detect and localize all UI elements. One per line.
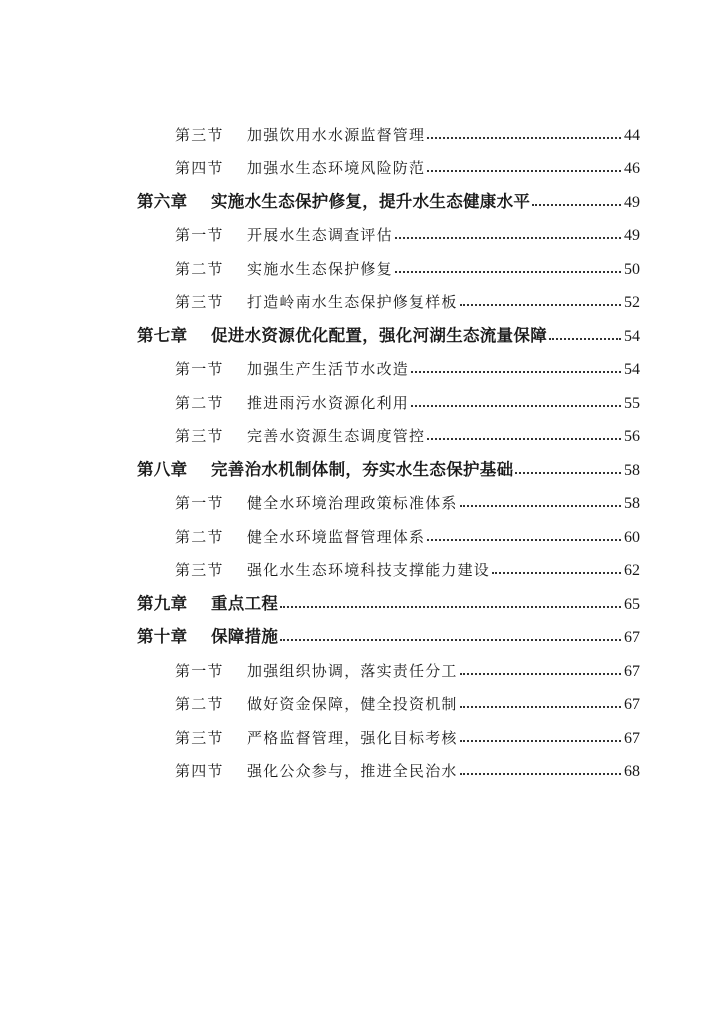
toc-page-number: 49 bbox=[624, 227, 640, 244]
toc-title: 强化公众参与，推进全民治水 bbox=[247, 762, 458, 780]
toc-entry[interactable] bbox=[175, 688, 640, 714]
dot-leader bbox=[411, 371, 621, 373]
toc-title: 开展水生态调查评估 bbox=[247, 226, 393, 244]
toc-entry[interactable] bbox=[175, 152, 640, 178]
toc-title: 健全水环境监督管理体系 bbox=[247, 528, 426, 546]
toc-page-number: 67 bbox=[624, 663, 640, 680]
toc-title: 完善水资源生态调度管控 bbox=[247, 427, 426, 445]
toc-entry[interactable] bbox=[175, 655, 640, 681]
toc-page-number: 62 bbox=[624, 562, 640, 579]
toc-title: 严格监督管理，强化目标考核 bbox=[247, 729, 458, 747]
toc-number: 第三节 bbox=[175, 126, 224, 144]
toc-title: 实施水生态保护修复 bbox=[247, 260, 393, 278]
toc-page-number: 54 bbox=[624, 328, 640, 345]
toc-entry[interactable] bbox=[175, 487, 640, 513]
toc-number: 第二节 bbox=[175, 394, 224, 412]
toc-page-number: 49 bbox=[624, 194, 640, 211]
toc-entry[interactable] bbox=[175, 420, 640, 446]
toc-entry[interactable] bbox=[175, 219, 640, 245]
toc-page-number: 58 bbox=[624, 462, 640, 479]
dot-leader bbox=[395, 237, 621, 239]
toc-number: 第三节 bbox=[175, 293, 224, 311]
toc-title: 强化水生态环境科技支撑能力建设 bbox=[247, 561, 491, 579]
dot-leader bbox=[280, 606, 621, 608]
toc-entry[interactable] bbox=[175, 521, 640, 547]
toc-title: 加强饮用水水源监督管理 bbox=[247, 126, 426, 144]
toc-page-number: 65 bbox=[624, 596, 640, 613]
toc-title: 重点工程 bbox=[211, 594, 279, 613]
toc-page-number: 68 bbox=[624, 763, 640, 780]
toc-entry[interactable] bbox=[175, 755, 640, 781]
dot-leader bbox=[427, 137, 621, 139]
toc-chapter-entry[interactable] bbox=[137, 320, 640, 346]
dot-leader bbox=[427, 170, 621, 172]
toc-number: 第四节 bbox=[175, 159, 224, 177]
toc-title: 做好资金保障，健全投资机制 bbox=[247, 695, 458, 713]
dot-leader bbox=[460, 740, 621, 742]
toc-entry[interactable] bbox=[175, 554, 640, 580]
toc-page-number: 46 bbox=[624, 160, 640, 177]
toc-entry[interactable] bbox=[175, 286, 640, 312]
toc-title: 打造岭南水生态保护修复样板 bbox=[247, 293, 458, 311]
toc-chapter-entry[interactable] bbox=[137, 621, 640, 647]
toc-title: 推进雨污水资源化利用 bbox=[247, 394, 410, 412]
toc-entry[interactable] bbox=[175, 119, 640, 145]
toc-title: 保障措施 bbox=[211, 627, 279, 646]
dot-leader bbox=[532, 204, 621, 206]
toc-chapter-entry[interactable] bbox=[137, 588, 640, 614]
toc-number: 第二节 bbox=[175, 528, 224, 546]
toc-page-number: 58 bbox=[624, 495, 640, 512]
toc-number: 第一节 bbox=[175, 494, 224, 512]
toc-page-number: 60 bbox=[624, 529, 640, 546]
toc-number: 第七章 bbox=[137, 326, 188, 345]
dot-leader bbox=[460, 304, 621, 306]
toc-entry[interactable] bbox=[175, 722, 640, 748]
dot-leader bbox=[492, 572, 621, 574]
toc-chapter-entry[interactable] bbox=[137, 186, 640, 212]
toc-page-number: 55 bbox=[624, 395, 640, 412]
toc-page-number: 50 bbox=[624, 261, 640, 278]
dot-leader bbox=[427, 539, 621, 541]
toc-page-number: 67 bbox=[624, 730, 640, 747]
toc-number: 第四节 bbox=[175, 762, 224, 780]
toc-number: 第十章 bbox=[137, 627, 188, 646]
dot-leader bbox=[427, 438, 621, 440]
toc-number: 第三节 bbox=[175, 561, 224, 579]
toc-title: 实施水生态保护修复，提升水生态健康水平 bbox=[211, 192, 531, 211]
toc-page-number: 44 bbox=[624, 127, 640, 144]
toc-number: 第九章 bbox=[137, 594, 188, 613]
toc-chapter-entry[interactable] bbox=[137, 454, 640, 480]
toc-title: 加强组织协调，落实责任分工 bbox=[247, 662, 458, 680]
toc-title: 健全水环境治理政策标准体系 bbox=[247, 494, 458, 512]
dot-leader bbox=[460, 773, 621, 775]
dot-leader bbox=[280, 639, 621, 641]
toc-title: 加强生产生活节水改造 bbox=[247, 360, 410, 378]
toc-entry[interactable] bbox=[175, 253, 640, 279]
toc-number: 第六章 bbox=[137, 192, 188, 211]
dot-leader bbox=[460, 673, 621, 675]
toc-page-number: 67 bbox=[624, 629, 640, 646]
toc-number: 第一节 bbox=[175, 226, 224, 244]
dot-leader bbox=[395, 271, 621, 273]
toc-page-number: 56 bbox=[624, 428, 640, 445]
toc-number: 第三节 bbox=[175, 729, 224, 747]
dot-leader bbox=[549, 338, 621, 340]
dot-leader bbox=[411, 405, 621, 407]
toc-entry[interactable] bbox=[175, 387, 640, 413]
toc-number: 第八章 bbox=[137, 460, 188, 479]
toc-page-number: 52 bbox=[624, 294, 640, 311]
toc-page-number: 67 bbox=[624, 696, 640, 713]
toc-number: 第一节 bbox=[175, 360, 224, 378]
toc-page-number: 54 bbox=[624, 361, 640, 378]
dot-leader bbox=[515, 472, 621, 474]
toc-title: 促进水资源优化配置，强化河湖生态流量保障 bbox=[211, 326, 547, 345]
toc-number: 第二节 bbox=[175, 695, 224, 713]
dot-leader bbox=[460, 505, 621, 507]
toc-title: 加强水生态环境风险防范 bbox=[247, 159, 426, 177]
toc-number: 第二节 bbox=[175, 260, 224, 278]
toc-number: 第一节 bbox=[175, 662, 224, 680]
toc-number: 第三节 bbox=[175, 427, 224, 445]
toc-entry[interactable] bbox=[175, 353, 640, 379]
dot-leader bbox=[460, 706, 621, 708]
toc-title: 完善治水机制体制，夯实水生态保护基础 bbox=[211, 460, 514, 479]
